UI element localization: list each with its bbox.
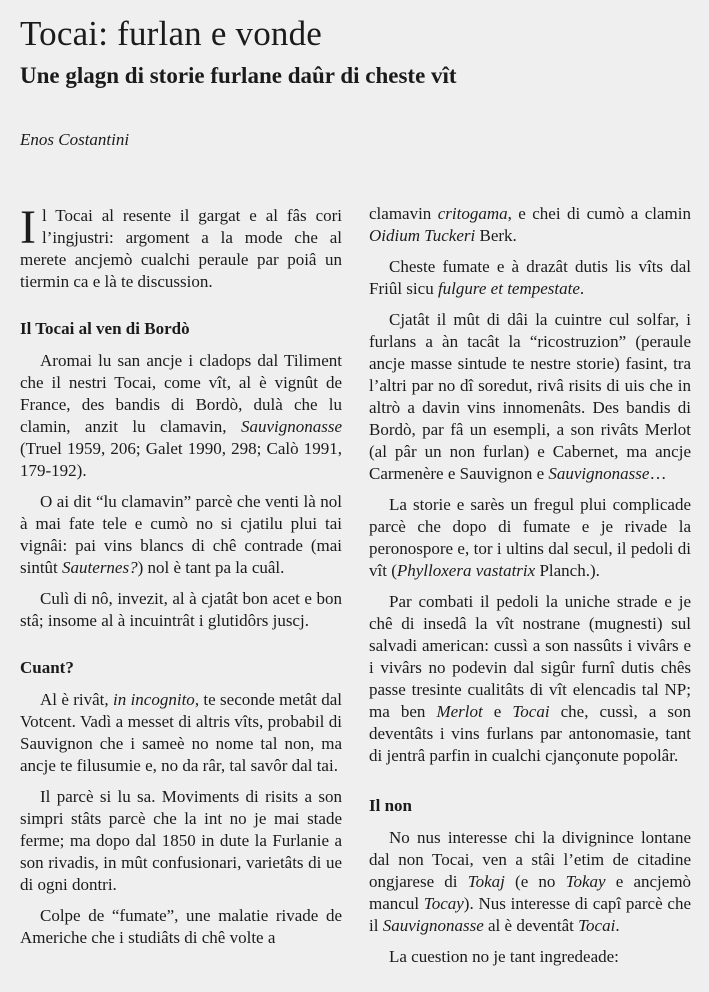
text-run: , e chei di cumò a clamin — [507, 204, 691, 223]
paragraph — [369, 494, 691, 582]
text-run: e ancjemò mancul — [369, 872, 692, 913]
italic-text: Sauvignonasse — [548, 464, 650, 483]
italic-text: Sauvignonasse — [240, 417, 342, 436]
article-subtitle: Une glagn di storie furlane daûr di cheste vît — [20, 63, 457, 88]
left-column — [20, 201, 343, 958]
italic-text: Merlot — [436, 702, 483, 721]
text-run: O ai dit “lu clamavin” parcè che venti là nol à mai fate tele e cumò no si cjatilu plui tai vignâi: pai vins blancs di chê contrade (mai sintût — [20, 492, 342, 577]
text-run: (Truel 1959, 206; Galet 1990, 298; Calò 1991, 179-192). — [20, 439, 342, 480]
text-run: Cheste fumate e à drazât dutis lis vîts dal Friûl sicu — [369, 257, 691, 298]
italic-text: Tocai — [578, 916, 616, 935]
paragraph — [369, 256, 691, 300]
text-run: Al è rivât, — [40, 690, 109, 709]
article-title: Tocai: furlan e vonde — [20, 14, 323, 53]
paragraph — [369, 203, 691, 247]
intro-paragraph — [20, 201, 342, 293]
text-run: e — [493, 702, 502, 721]
section-heading-non: Il non — [369, 796, 412, 815]
italic-text: Sauternes? — [62, 558, 138, 577]
text-run: Par combati il pedoli la uniche strade e je chê di insedâ la vît nostrane (mugnesti) sul salvadi american: cussì a son nassûts i vivârs e i vivârs no podevin dal sigûr furnî dutis chês passe tresinte cualitâts di vît elencadis tal NP; ma ben — [369, 592, 691, 721]
text-run: clamavin — [369, 204, 432, 223]
paragraph — [20, 689, 342, 777]
paragraph: Colpe de “fumate”, une malatie rivade de Americhe che i studiâts di chê volte a — [20, 906, 342, 947]
text-run: La storie e sarès un fregul plui complicade parcè che dopo di fumate e je rivade la peronospore e, tor i ultins dal secul, il pedoli di vît ( — [369, 495, 691, 580]
text-run: al è deventât — [488, 916, 574, 935]
italic-text: in incognito — [113, 690, 195, 709]
section-heading-bordo: Il Tocai al ven di Bordò — [20, 319, 190, 338]
drop-cap: I — [20, 201, 36, 254]
italic-text: Tocai — [512, 702, 550, 721]
text-run: Cjatât il mût di dâi la cuintre cul solfar, i furlans a àn tacât la “ricostruzion” (peraule ancje masse sintude te nestre storie) fasint, tra l’altri par no dî soredut, rivâ risits di uis che in altrò a davin vins innomenâts. Des bandis di Bordò, par fâ un esempli, a son rivâts Merlot (al pâr un non furlan) e Cabernet, ma ancje Carmenère e Sauvignon e — [369, 310, 691, 483]
italic-text: Tocay — [423, 894, 464, 913]
text-run: No nus interesse chi la divignince lontane dal non Tocai, ven a stâi l’etim de citadine ongjarese di — [369, 828, 691, 891]
paragraph — [20, 491, 342, 579]
italic-text: Phylloxera vastatrix — [396, 561, 536, 580]
text-run: , te seconde metât dal Votcent. Vadì a messet di altris vîts, probabil di Sauvignon che i sameè no nome tal non, ma ancje te filusumie e, no da râr, tal savôr dal tai. — [20, 690, 343, 775]
italic-text: Tokaj — [467, 872, 505, 891]
text-run: . — [579, 279, 585, 298]
paragraph — [369, 309, 691, 485]
italic-text: critogama — [437, 204, 508, 223]
text-run: . — [615, 916, 620, 935]
text-run: che, cussì, a son deventâts i vins furlans par antonomasie, tant di jentrâ parfin in cualchi cjançonute popolâr. — [369, 702, 692, 765]
italic-text: Tokay — [565, 872, 606, 891]
article-author: Enos Costantini — [20, 130, 130, 149]
right-column — [369, 203, 691, 977]
paragraph: La cuestion no je tant ingredeade: — [389, 947, 619, 966]
text-run: ) nol è tant pa la cuâl. — [137, 558, 285, 577]
italic-text: Sauvignonasse — [382, 916, 484, 935]
paragraph — [20, 350, 342, 482]
text-run: Berk. — [479, 226, 517, 245]
text-run: Aromai lu san ancje i cladops dal Tiliment che il nestri Tocai, come vît, al è vignût de France, des bandis di Bordò, dulà che lu clamin, anzit lu clamavin, — [20, 351, 342, 436]
italic-text: Oidium Tuckeri — [369, 226, 476, 245]
text-run: ). Nus interesse di capî parcè che il — [369, 894, 691, 935]
text-run: … — [649, 464, 667, 483]
intro-text: l Tocai al resente il gargat e al fâs cori l’ingjustri: argoment a la mode che al merete ancjemò cualchi peraule par poiâ un tiermin ca e là te discussion. — [20, 206, 342, 291]
paragraph: Culì di nô, invezit, al à cjatât bon acet e bon stâ; insome al à incuintrât i glutidôrs juscj. — [20, 589, 342, 630]
italic-text: fulgure et tempestate — [437, 279, 580, 298]
paragraph — [369, 591, 691, 767]
paragraph — [369, 827, 691, 937]
text-run: (e no — [515, 872, 556, 891]
paragraph: Il parcè si lu sa. Moviments di risits a son simpri stâts parcè che la int no je mai stade ferme; ma dopo dal 1850 in dute la Furlanie a son rivadis, in mût confusionari, varietâts di ue di ogni dontri. — [20, 787, 342, 894]
text-run: Planch.). — [539, 561, 600, 580]
section-heading-cuant: Cuant? — [20, 658, 74, 677]
